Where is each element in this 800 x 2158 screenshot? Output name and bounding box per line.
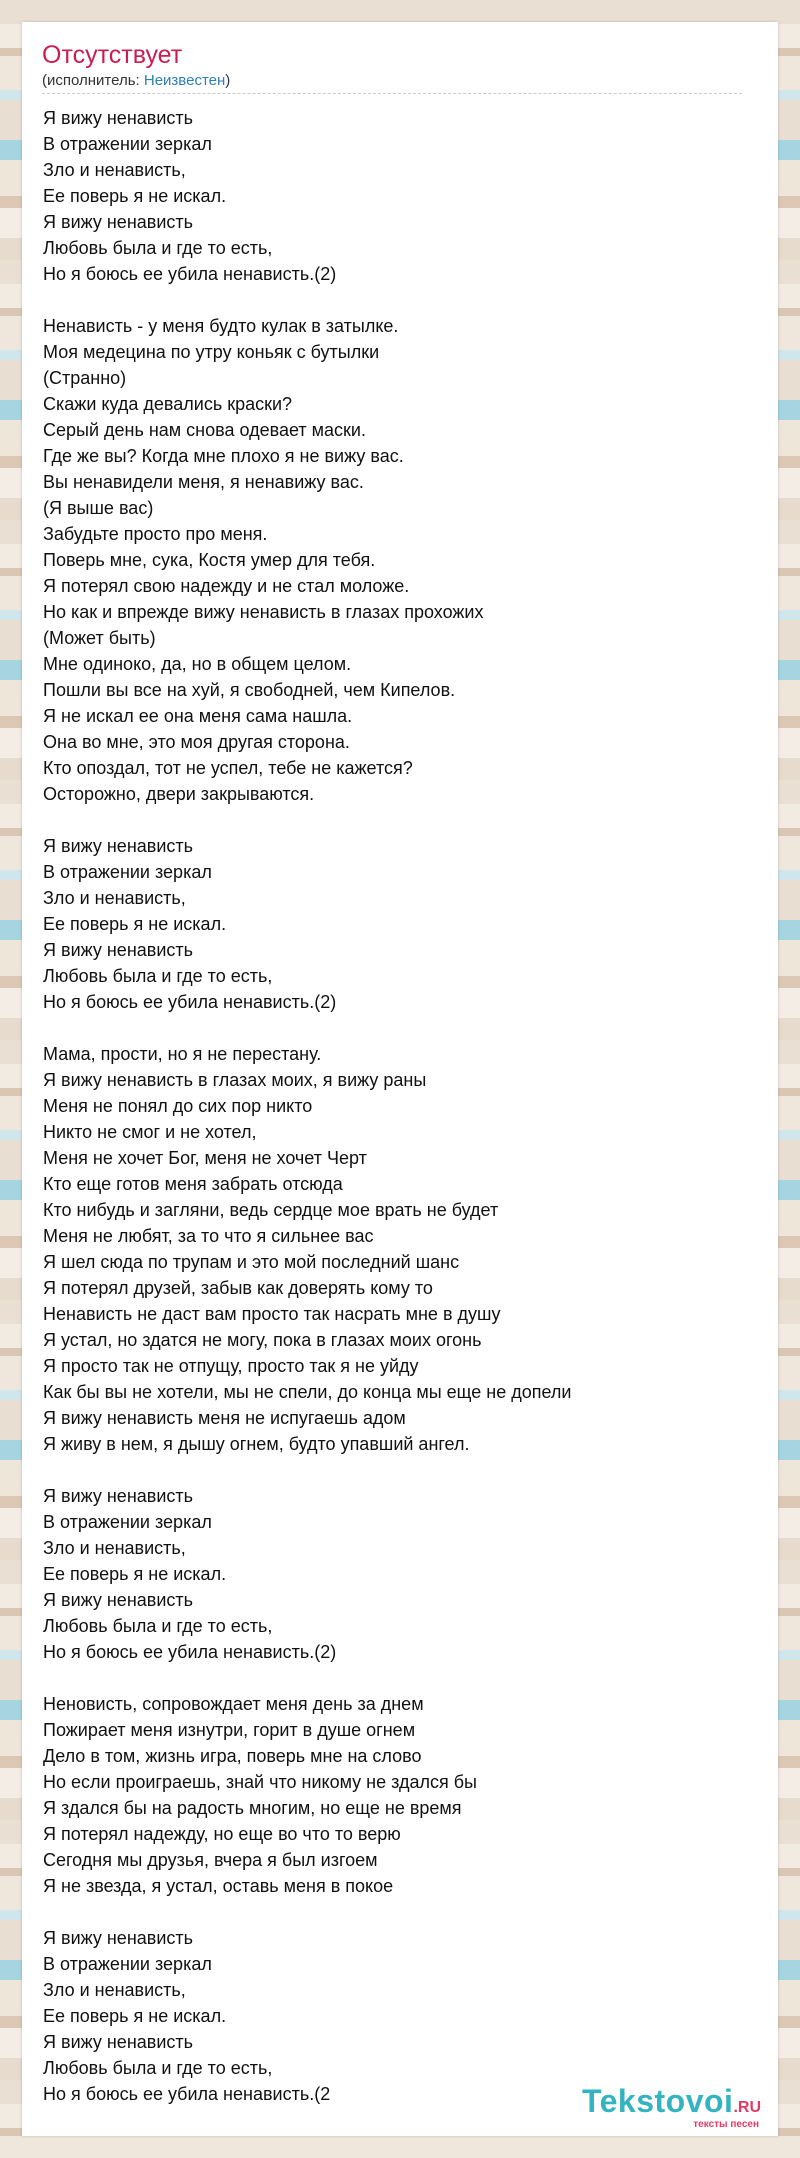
lyrics-stanza xyxy=(43,1691,758,1899)
logo-tagline: тексты песен xyxy=(693,2119,759,2130)
lyric-line: Дело в том, жизнь игра, поверь мне на слово xyxy=(43,1746,422,1766)
lyric-line: Я не звезда, я устал, оставь меня в покое xyxy=(43,1876,394,1896)
lyric-line: Я вижу ненависть xyxy=(43,1486,194,1506)
lyric-line: Я живу в нем, я дышу огнем, будто упавший ангел. xyxy=(43,1434,470,1454)
lyric-line: Любовь была и где то есть, xyxy=(43,238,273,258)
lyric-line: Вы ненавидели меня, я ненавижу вас. xyxy=(43,472,364,492)
lyrics-stanza xyxy=(43,1925,758,2107)
lyric-line: Я просто так не отпущу, просто так я не уйду xyxy=(43,1356,419,1376)
lyric-line: Но я боюсь ее убила ненависть.(2) xyxy=(43,1642,337,1662)
artist-suffix: ) xyxy=(225,72,231,89)
lyric-line: Я вижу ненависть меня не испугаешь адом xyxy=(43,1408,406,1428)
lyric-line: Я устал, но здатся не могу, пока в глазах моих огонь xyxy=(43,1330,482,1350)
logo-main: Tekstovoi xyxy=(581,2083,734,2119)
logo-tld: .RU xyxy=(733,2099,761,2116)
lyric-line: Я вижу ненависть xyxy=(43,940,194,960)
lyric-line: В отражении зеркал xyxy=(43,1954,212,1974)
lyric-line: Любовь была и где то есть, xyxy=(43,2058,273,2078)
site-logo[interactable] xyxy=(581,2083,761,2130)
lyric-line: Пожирает меня изнутри, горит в душе огнем xyxy=(43,1720,416,1740)
lyric-line: Я шел сюда по трупам и это мой последний шанс xyxy=(43,1252,460,1272)
artist-prefix: (исполнитель: xyxy=(42,72,144,89)
lyric-line: Ее поверь я не искал. xyxy=(43,1564,227,1584)
lyric-line: Меня не любят, за то что я сильнее вас xyxy=(43,1226,374,1246)
lyric-line: Меня не понял до сих пор никто xyxy=(43,1096,313,1116)
lyric-line: Ненависть - у меня будто кулак в затылке. xyxy=(43,316,399,336)
lyric-line: Ненависть не даст вам просто так насрать мне в душу xyxy=(43,1304,501,1324)
lyric-line: Скажи куда девались краски? xyxy=(43,394,293,414)
lyrics-stanza xyxy=(43,833,758,1015)
lyric-line: Я потерял свою надежду и не стал моложе. xyxy=(43,576,410,596)
lyric-line: Она во мне, это моя другая сторона. xyxy=(43,732,350,752)
lyric-line: Я вижу ненависть xyxy=(43,2032,194,2052)
lyric-line: Я вижу ненависть xyxy=(43,1590,194,1610)
lyric-line: Но как и впрежде вижу ненависть в глазах прохожих xyxy=(43,602,484,622)
lyric-line: Любовь была и где то есть, xyxy=(43,966,273,986)
lyric-line: Но я боюсь ее убила ненависть.(2) xyxy=(43,264,337,284)
lyric-line: Мама, прости, но я не перестану. xyxy=(43,1044,322,1064)
lyric-line: Но я боюсь ее убила ненависть.(2) xyxy=(43,992,337,1012)
lyric-line: Любовь была и где то есть, xyxy=(43,1616,273,1636)
lyric-line: Зло и ненависть, xyxy=(43,1538,186,1558)
lyric-line: Зло и ненависть, xyxy=(43,888,186,908)
lyric-line: Меня не хочет Бог, меня не хочет Черт xyxy=(43,1148,367,1168)
lyric-line: Я здался бы на радость многим, но еще не время xyxy=(43,1798,462,1818)
lyric-line: Ее поверь я не искал. xyxy=(43,2006,227,2026)
lyric-line: Я вижу ненависть в глазах моих, я вижу раны xyxy=(43,1070,427,1090)
lyrics-stanza xyxy=(43,1483,758,1665)
lyric-line: Я не искал ее она меня сама нашла. xyxy=(43,706,353,726)
lyric-line: В отражении зеркал xyxy=(43,1512,212,1532)
lyric-line: Серый день нам снова одевает маски. xyxy=(43,420,366,440)
title-divider xyxy=(42,93,742,94)
lyric-line: Я вижу ненависть xyxy=(43,108,194,128)
lyric-line: Я вижу ненависть xyxy=(43,1928,194,1948)
lyrics-stanza xyxy=(43,313,758,807)
lyric-line: (Я выше вас) xyxy=(43,498,154,518)
lyric-line: Кто опоздал, тот не успел, тебе не кажется? xyxy=(43,758,413,778)
lyric-line: Осторожно, двери закрываются. xyxy=(43,784,315,804)
lyric-line: Неновисть, сопровождает меня день за днем xyxy=(43,1694,424,1714)
lyric-line: Зло и ненависть, xyxy=(43,1980,186,2000)
lyric-line: В отражении зеркал xyxy=(43,862,212,882)
lyric-line: Но я боюсь ее убила ненависть.(2 xyxy=(43,2084,331,2104)
lyric-line: Мне одиноко, да, но в общем целом. xyxy=(43,654,352,674)
lyrics-stanza xyxy=(43,1041,758,1457)
lyric-line: Забудьте просто про меня. xyxy=(43,524,268,544)
lyrics-stanza xyxy=(43,105,758,287)
lyric-line: Как бы вы не хотели, мы не спели, до конца мы еще не допели xyxy=(43,1382,572,1402)
lyric-line: Кто нибудь и загляни, ведь сердце мое врать не будет xyxy=(43,1200,499,1220)
lyrics-card xyxy=(22,22,778,2136)
lyric-line: Поверь мне, сука, Костя умер для тебя. xyxy=(43,550,376,570)
lyric-line: Я вижу ненависть xyxy=(43,212,194,232)
lyric-line: (Может быть) xyxy=(43,628,156,648)
lyric-line: Я потерял друзей, забыв как доверять кому то xyxy=(43,1278,433,1298)
lyric-line: Я потерял надежду, но еще во что то верю xyxy=(43,1824,401,1844)
lyric-line: (Странно) xyxy=(43,368,127,388)
artist-link[interactable]: Неизвестен xyxy=(143,72,226,89)
lyric-line: Сегодня мы друзья, вчера я был изгоем xyxy=(43,1850,378,1870)
lyric-line: Зло и ненависть, xyxy=(43,160,186,180)
lyric-line: Кто еще готов меня забрать отсюда xyxy=(43,1174,343,1194)
lyric-line: В отражении зеркал xyxy=(43,134,212,154)
song-title: Отсутствует xyxy=(42,41,183,69)
lyrics-text xyxy=(43,105,758,2107)
lyric-line: Где же вы? Когда мне плохо я не вижу вас. xyxy=(43,446,404,466)
artist-line xyxy=(42,72,230,90)
lyric-line: Я вижу ненависть xyxy=(43,836,194,856)
lyric-line: Никто не смог и не хотел, xyxy=(43,1122,257,1142)
lyric-line: Ее поверь я не искал. xyxy=(43,186,227,206)
lyric-line: Но если проиграешь, знай что никому не здался бы xyxy=(43,1772,477,1792)
lyric-line: Моя медецина по утру коньяк с бутылки xyxy=(43,342,380,362)
lyric-line: Ее поверь я не искал. xyxy=(43,914,227,934)
lyric-line: Пошли вы все на хуй, я свободней, чем Кипелов. xyxy=(43,680,456,700)
